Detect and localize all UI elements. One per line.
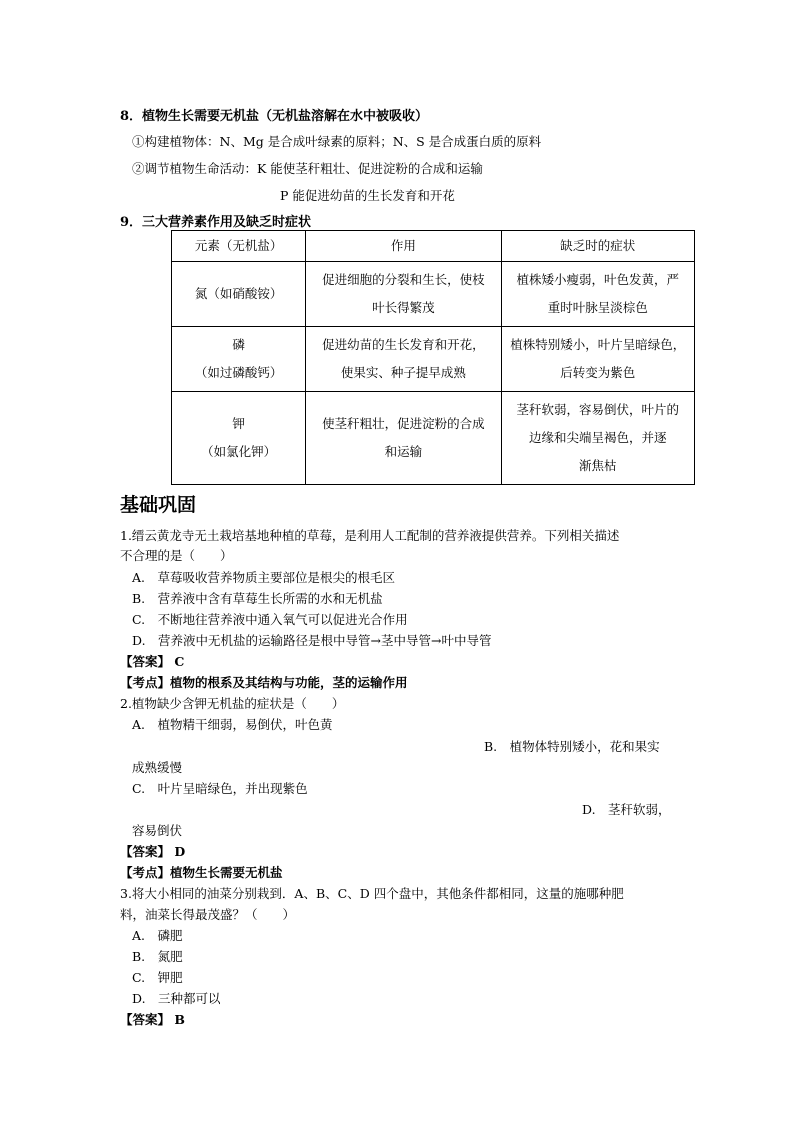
- question-2-answer: 【答案】 D: [120, 844, 186, 859]
- section-8-line-3: P 能促进幼苗的生长发育和开花: [280, 188, 455, 203]
- effect-cell: [306, 392, 501, 485]
- question-3-option-d: D. 三种都可以: [132, 991, 221, 1006]
- question-3-option-a: A. 磷肥: [132, 928, 183, 943]
- element-name: 氮（如硝酸铵）: [194, 286, 283, 301]
- question-1-option-b: B. 营养液中含有草莓生长所需的水和无机盐: [132, 591, 383, 606]
- element-cell: [172, 262, 306, 327]
- effect-cell: [306, 327, 501, 392]
- element-name: 磷: [232, 337, 245, 352]
- symptom-cell: [501, 327, 694, 392]
- element-example: （如氯化钾）: [201, 444, 277, 459]
- question-3-answer: 【答案】 B: [120, 1012, 185, 1027]
- question-2-option-a: A. 植物精干细弱，易倒伏，叶色黄: [132, 717, 333, 732]
- effect-line: 使茎秆粗壮，促进淀粉的合成: [322, 416, 485, 431]
- header-effect: 作用: [306, 231, 501, 262]
- table-row: [172, 327, 695, 392]
- question-2-option-d: D. 茎秆软弱，: [582, 802, 671, 817]
- section-9-title: 9．三大营养素作用及缺乏时症状: [120, 215, 312, 230]
- effect-line: 和运输: [384, 444, 423, 459]
- question-1-stem-cont: 不合理的是（ ）: [120, 548, 233, 563]
- header-element: 元素（无机盐）: [172, 231, 306, 262]
- effect-line: 叶长得繁茂: [372, 300, 435, 315]
- element-cell: [172, 327, 306, 392]
- element-name: 钾: [232, 416, 245, 431]
- question-2-point: 【考点】植物生长需要无机盐: [120, 865, 283, 880]
- effect-cell: [306, 262, 501, 327]
- question-3-stem: 3.将大小相同的油菜分别栽到．A、B、C、D 四个盘中，其他条件都相同，这量的施哪种肥: [120, 886, 624, 901]
- table-row: [172, 392, 695, 485]
- symptom-line: 渐焦枯: [579, 458, 617, 473]
- header-symptom: 缺乏时的症状: [501, 231, 694, 262]
- question-1-answer: 【答案】 C: [120, 654, 185, 669]
- section-8-line-2: ②调节植物生命活动：K 能使茎秆粗壮、促进淀粉的合成和运输: [132, 161, 483, 176]
- basics-section-title: 基础巩固: [120, 494, 197, 516]
- table-header-row: [172, 231, 695, 262]
- question-3-stem-cont: 料，油菜长得最茂盛？（ ）: [120, 907, 296, 922]
- effect-line: 促进幼苗的生长发育和开花，: [322, 337, 485, 352]
- symptom-line: 茎秆软弱，容易倒伏，叶片的: [516, 402, 680, 417]
- symptom-line: 植株矮小瘦弱，叶色发黄，严: [516, 272, 680, 287]
- symptom-cell: [501, 262, 694, 327]
- symptom-line: 植株特别矮小，叶片呈暗绿色，: [510, 337, 686, 352]
- question-2-stem: 2.植物缺少含钾无机盐的症状是（ ）: [120, 696, 345, 711]
- symptom-line: 边缘和尖端呈褐色，并逐: [529, 430, 667, 445]
- question-1-option-a: A. 草莓吸收营养物质主要部位是根尖的根毛区: [132, 570, 396, 585]
- table-row: [172, 262, 695, 327]
- section-8-title: 8．植物生长需要无机盐（无机盐溶解在水中被吸收）: [120, 109, 429, 124]
- question-1-option-c: C. 不断地往营养液中通入氧气可以促进光合作用: [132, 612, 408, 627]
- element-example: （如过磷酸钙）: [194, 365, 283, 380]
- question-1-option-d: D. 营养液中无机盐的运输路径是根中导管→茎中导管→叶中导管: [132, 633, 492, 648]
- symptom-line: 重时叶脉呈淡棕色: [547, 300, 648, 315]
- symptom-line: 后转变为紫色: [560, 365, 636, 380]
- question-2-option-c: C. 叶片呈暗绿色，并出现紫色: [132, 781, 308, 796]
- question-2-option-d-cont: 容易倒伏: [132, 823, 183, 838]
- section-8-line-1: ①构建植物体：N、Mg 是合成叶绿素的原料；N、S 是合成蛋白质的原料: [132, 134, 542, 149]
- effect-line: 促进细胞的分裂和生长，使枝: [322, 272, 485, 287]
- element-cell: [172, 392, 306, 485]
- question-1-stem: 1.缙云黄龙寺无土栽培基地种植的草莓，是利用人工配制的营养液提供营养。下列相关描述: [120, 528, 620, 543]
- effect-line: 使果实、种子提早成熟: [340, 365, 466, 380]
- question-1-point: 【考点】植物的根系及其结构与功能，茎的运输作用: [120, 675, 408, 690]
- symptom-cell: [501, 392, 694, 485]
- question-3-option-b: B. 氮肥: [132, 949, 183, 964]
- question-2-option-b-cont: 成熟缓慢: [132, 760, 183, 775]
- nutrient-table: [171, 230, 695, 485]
- question-3-option-c: C. 钾肥: [132, 970, 183, 985]
- question-2-option-b: B. 植物体特别矮小，花和果实: [484, 739, 660, 754]
